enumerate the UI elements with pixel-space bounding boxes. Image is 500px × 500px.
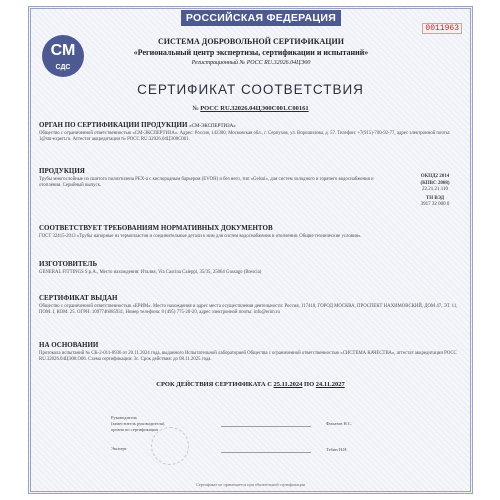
issued-to-text: Общество с ограниченной ответственностью «ЕРИМ». Место нахождения и адрес места осуществления деятельности: Россия, 117418, ГОРОД МОСКВА, ПРОСПЕКТ НАХИМОВСКИЙ, ДОМ 47, ЭТ. 11, ПОМ. I, КОМ. 25. ОГРН: 1097746085931, Номер телефона: 8 (495) 775-20-20, адрес электронной почты: info@erim.ru	[39, 304, 458, 315]
validity-to-date: 24.11.2027	[315, 381, 345, 388]
validity-from-prefix: С	[267, 381, 272, 388]
product-codes	[401, 174, 469, 209]
certification-body-heading	[39, 121, 236, 129]
system-name: СИСТЕМА ДОБРОВОЛЬНОЙ СЕРТИФИКАЦИИ	[158, 37, 344, 46]
validity-to-prefix: ПО	[304, 381, 315, 388]
serial-number: 0011963	[422, 23, 462, 34]
system-subtitle: «Региональный центр экспертизы, сертификации и испытаний»	[133, 48, 369, 57]
certification-system-logo	[42, 35, 84, 77]
okpd-value: 22.21.21.110	[421, 187, 449, 192]
product-heading: ПРОДУКЦИЯ	[39, 167, 85, 175]
tnved-label: ТН ВЭД	[425, 195, 445, 201]
certificate-number-prefix: №	[192, 105, 199, 112]
document-title: СЕРТИФИКАТ СООТВЕТСТВИЯ	[137, 82, 364, 97]
system-header	[91, 36, 411, 69]
head-role-sub2: органа по сертификации	[111, 427, 158, 432]
expert-signature-line	[221, 452, 311, 453]
certificate-number	[31, 105, 470, 112]
manufacturer-text: GENERAL FITTINGS S.p.A., Место нахождения: Италия, Via Cascina Caleppi, 35/35, 25064 Gussago (Brescia)	[39, 270, 262, 275]
basis-heading: НА ОСНОВАНИИ	[39, 341, 99, 349]
requirements-heading: СООТВЕТСТВУЕТ ТРЕБОВАНИЯМ НОРМАТИВНЫХ ДОКУМЕНТОВ	[39, 224, 273, 232]
expert-name: Тебин Н.Н.	[326, 447, 348, 452]
issued-to-heading: СЕРТИФИКАТ ВЫДАН	[39, 294, 118, 302]
certification-body-text: Общество с ограниченной ответственностью «СМ-ЭКСПЕРТИЗА». Адрес: Россия, 142300, Московская обл., г. Серпухов, ул. Ворошилова, д. 57. Телефон: +7(915)-700-92-77, адрес электронной почты: 1@sm-expert.ru. Аттестат аккредитации № РОСС RU.32026.04ЦЭ00С001.	[39, 131, 451, 142]
requirements-text: ГОСТ 32415-2013 «Трубы напорные из термопластов и соединительные детали к ним для систем водоснабжения и отопления. Общие технические условия».	[39, 234, 362, 239]
head-signature-role	[111, 415, 164, 433]
product-text: Трубы многослойные из сшитого полиэтилена PEX-а с кислородным барьером (EVOH) и без него, тип «Gelsol», для систем холодного и горячего водоснабжения и отопления. Серийный выпуск.	[39, 177, 374, 188]
basis-text: Протокола испытаний № СК-2-011-8936 от 20.11.2024 года, выданного Испытательной лабораторией Общества с ограниченной ответственностью «СИСТЕМА КАЧЕСТВА», аттестат аккредитации РОСС RU.32026.04ЦЭ00.О06. Схема сертификации: 3с. Срок действия: до 08.11.2025 года.	[39, 351, 457, 362]
certification-body-heading-text: ОРГАН ПО СЕРТИФИКАЦИИ ПРОДУКЦИИ	[39, 121, 188, 129]
okved-label: (КПВС 2008)	[420, 180, 450, 186]
tnved-value: 3917 32 000 0	[420, 202, 450, 207]
system-registration: Регистрационный № РОСС RU.32026.04ЦЭ00	[191, 60, 311, 66]
validity-label: СРОК ДЕЙСТВИЯ СЕРТИФИКАТА	[156, 381, 266, 388]
logo-bottom-text: СДС	[55, 64, 71, 71]
logo-top-text: СМ	[50, 42, 76, 59]
certificate	[28, 6, 473, 494]
validity-from-date: 25.11.2024	[273, 381, 303, 388]
expert-role: Эксперт	[111, 446, 127, 451]
head-signature-line	[221, 426, 311, 427]
head-role-sub: (заместитель руководителя)	[111, 421, 165, 426]
country-banner: РОССИЙСКАЯ ФЕДЕРАЦИЯ	[181, 10, 341, 26]
seal-area	[151, 427, 189, 465]
manufacturer-heading: ИЗГОТОВИТЕЛЬ	[39, 260, 98, 268]
okpd-label: ОКПД2 2014	[420, 174, 450, 179]
certification-body-heading-rest: «СМ-ЭКСПЕРТИЗА»	[189, 124, 236, 129]
head-role: Руководитель	[111, 415, 138, 420]
footer-note: Сертификат не применяется при обязательной сертификации	[195, 482, 306, 487]
validity-term	[31, 381, 470, 388]
head-name: Филатов Н.С.	[326, 421, 352, 426]
certificate-number-value: РОСС RU.32026.04ЦЭ00С001.C00161	[200, 105, 309, 112]
